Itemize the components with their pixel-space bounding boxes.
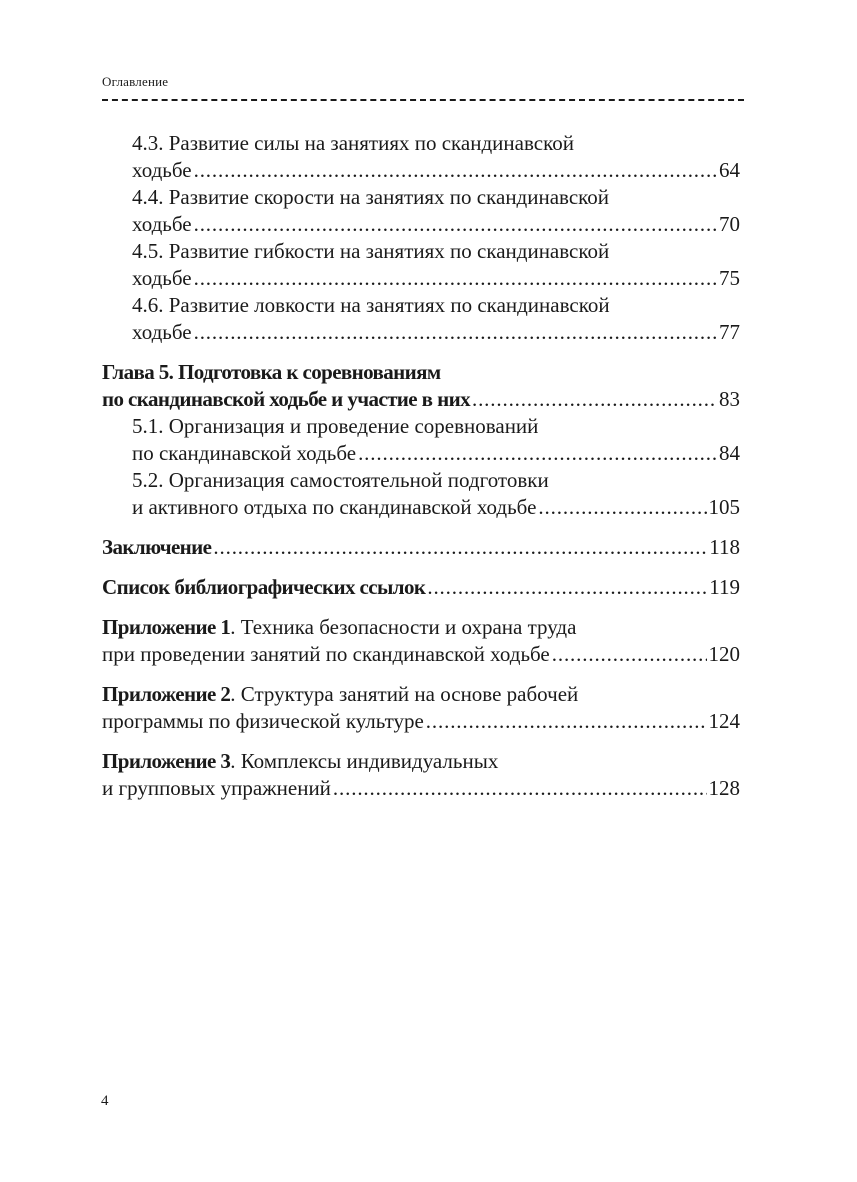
toc-entry-chapter-5[interactable] xyxy=(102,359,740,413)
appendix-title: . Комплексы индивидуальных xyxy=(230,749,499,773)
toc-leader-line xyxy=(102,641,740,668)
appendix-title-cont: и групповых упражнений xyxy=(102,776,331,800)
toc-entry-5-1[interactable] xyxy=(102,413,740,467)
dot-leader xyxy=(194,211,717,238)
toc-page-number: 75 xyxy=(719,266,740,290)
toc-entry-title: 4.5. Развитие гибкости на занятиях по скандинавской xyxy=(132,239,610,263)
dot-leader xyxy=(213,534,707,561)
toc-entry-4-4[interactable] xyxy=(102,184,740,238)
appendix-label: Приложение 1 xyxy=(102,615,231,639)
conclusion-title: Заключение xyxy=(102,535,212,559)
toc-leader-line xyxy=(132,265,740,292)
appendix-title-cont: при проведении занятий по скандинавской ходьбе xyxy=(102,642,550,666)
toc-page-number: 77 xyxy=(719,320,740,344)
dot-leader xyxy=(427,574,707,601)
toc-entry-appendix-2[interactable] xyxy=(102,681,740,735)
toc-entry-title-cont: ходьбе xyxy=(132,320,192,344)
toc-page-number: 83 xyxy=(719,387,740,411)
toc-page-number: 84 xyxy=(719,441,740,465)
appendix-title-line xyxy=(102,614,740,641)
toc-leader-line xyxy=(102,534,740,561)
toc-page-number: 70 xyxy=(719,212,740,236)
appendix-title: . Техника безопасности и охрана труда xyxy=(230,615,577,639)
dot-leader xyxy=(194,157,717,184)
dot-leader xyxy=(194,319,717,346)
toc-leader-line xyxy=(102,708,740,735)
toc-entry-title: 4.6. Развитие ловкости на занятиях по скандинавской xyxy=(132,293,610,317)
dot-leader xyxy=(194,265,717,292)
toc-page-number: 118 xyxy=(709,535,740,559)
toc-entry-title-cont: по скандинавской ходьбе xyxy=(132,441,357,465)
dot-leader xyxy=(552,641,707,668)
toc-entry-bibliography[interactable] xyxy=(102,574,740,601)
bibliography-title: Список библиографических ссылок xyxy=(102,575,426,599)
dot-leader xyxy=(333,775,707,802)
toc-entry-title: 4.3. Развитие силы на занятиях по скандинавской xyxy=(132,131,574,155)
toc-entry-appendix-3[interactable] xyxy=(102,748,740,802)
running-head: Оглавление xyxy=(102,74,169,89)
toc-page-number: 120 xyxy=(708,642,740,666)
toc-entry-title: 5.2. Организация самостоятельной подготовки xyxy=(132,468,549,492)
toc-page-number: 119 xyxy=(709,575,740,599)
toc-entry-title-cont: ходьбе xyxy=(132,158,192,182)
toc-leader-line xyxy=(132,211,740,238)
toc-page-number: 105 xyxy=(708,495,740,519)
toc-leader-line xyxy=(132,319,740,346)
appendix-label: Приложение 3 xyxy=(102,749,231,773)
toc-leader-line xyxy=(102,386,740,413)
toc-page-number: 124 xyxy=(708,709,740,733)
toc-entry-5-2[interactable] xyxy=(102,467,740,521)
appendix-title-cont: программы по физической культуре xyxy=(102,709,424,733)
toc-leader-line xyxy=(102,775,740,802)
dot-leader xyxy=(426,708,707,735)
toc-entry-title: 5.1. Организация и проведение соревнований xyxy=(132,414,539,438)
toc-entry-title-cont: ходьбе xyxy=(132,266,192,290)
appendix-title-line xyxy=(102,681,740,708)
toc-leader-line xyxy=(132,157,740,184)
appendix-label: Приложение 2 xyxy=(102,682,231,706)
toc-leader-line xyxy=(102,574,740,601)
appendix-title-line xyxy=(102,748,740,775)
toc-entry-4-5[interactable] xyxy=(102,238,740,292)
toc-entry-4-6[interactable] xyxy=(102,292,740,346)
appendix-title: . Структура занятий на основе рабочей xyxy=(230,682,579,706)
page-number: 4 xyxy=(101,1093,109,1109)
toc-page-number: 64 xyxy=(719,158,740,182)
toc-entry-appendix-1[interactable] xyxy=(102,614,740,668)
table-of-contents xyxy=(102,130,740,802)
dot-leader xyxy=(358,440,717,467)
toc-entry-conclusion[interactable] xyxy=(102,534,740,561)
toc-leader-line xyxy=(132,440,740,467)
header-dashed-rule xyxy=(102,99,744,101)
toc-page-number: 128 xyxy=(708,776,740,800)
toc-leader-line xyxy=(132,494,740,521)
dot-leader xyxy=(472,386,717,413)
toc-entry-title: 4.4. Развитие скорости на занятиях по скандинавской xyxy=(132,185,610,209)
toc-entry-title-cont: и активного отдыха по скандинавской ходьбе xyxy=(132,495,537,519)
toc-entry-title-cont: ходьбе xyxy=(132,212,192,236)
chapter-title-cont: по скандинавской ходьбе и участие в них xyxy=(102,387,470,411)
dot-leader xyxy=(538,494,706,521)
toc-entry-4-3[interactable] xyxy=(102,130,740,184)
chapter-title: Глава 5. Подготовка к соревнованиям xyxy=(102,360,441,384)
